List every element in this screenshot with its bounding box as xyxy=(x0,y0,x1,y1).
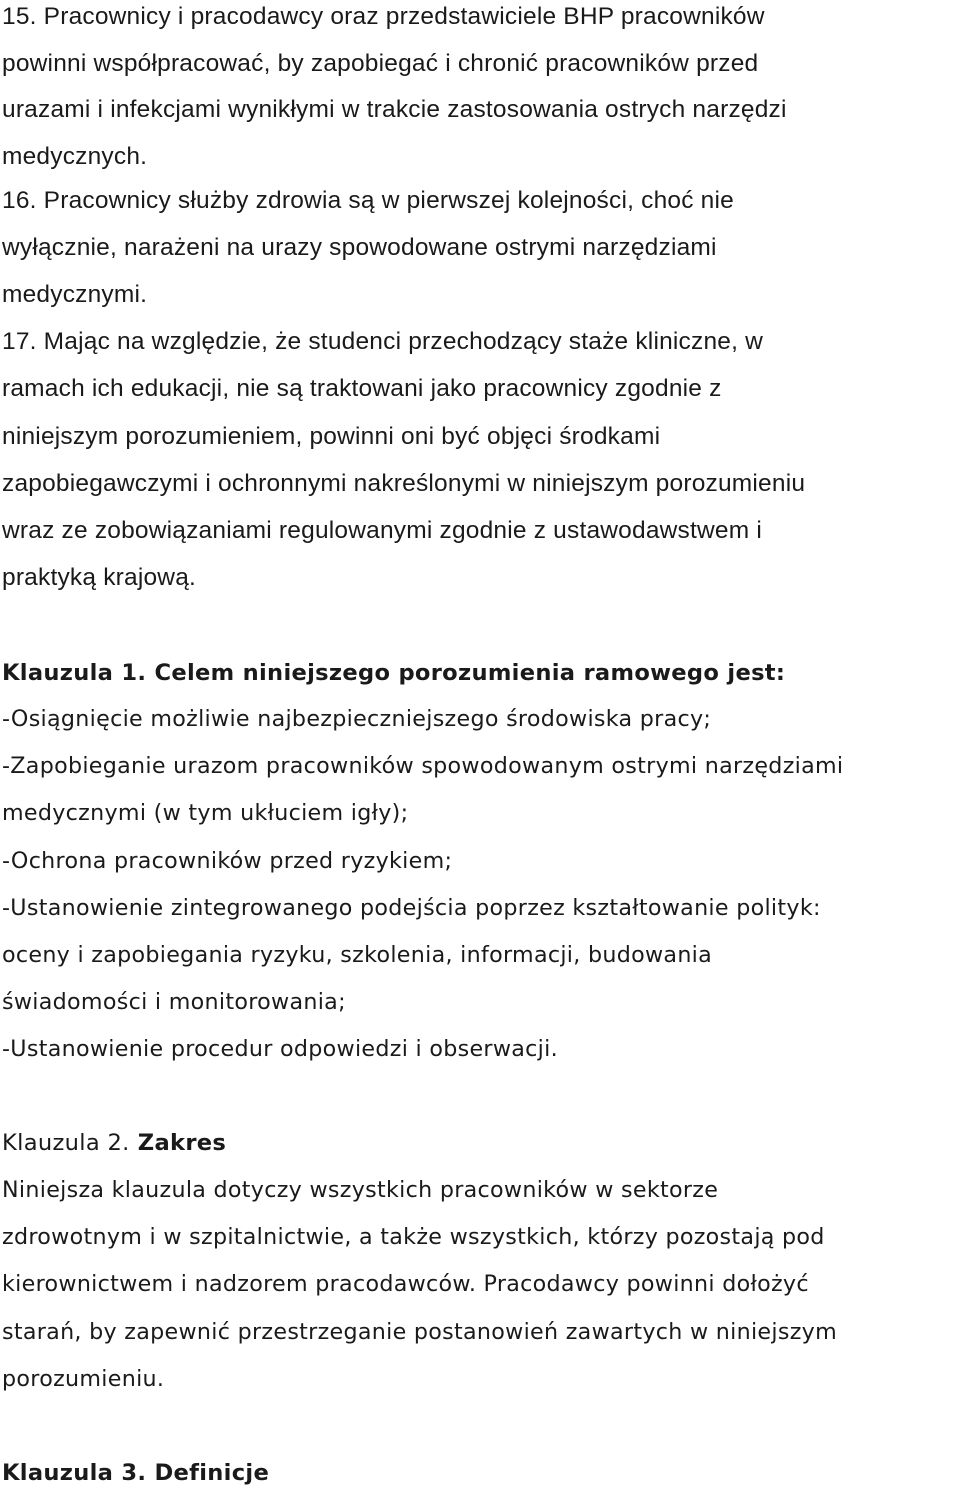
text-line: ramach ich edukacji, nie są traktowani jako pracownicy zgodnie z xyxy=(2,375,722,403)
text-line: Niniejsza klauzula dotyczy wszystkich pracowników w sektorze xyxy=(2,1177,719,1203)
text-line: oceny i zapobiegania ryzyku, szkolenia, informacji, budowania xyxy=(2,942,713,969)
clause-2-title: Zakres xyxy=(129,1130,227,1156)
text-line: medycznymi. xyxy=(2,281,148,308)
text-line: 17. Mając na względzie, że studenci przechodzący staże kliniczne, w xyxy=(2,328,764,355)
text-line: wraz ze zobowiązaniami regulowanymi zgodnie z ustawodawstwem i xyxy=(2,517,762,545)
numbered-paragraph-17 xyxy=(2,318,958,602)
text-line: medycznymi (w tym ukłuciem igły); xyxy=(2,800,409,827)
text-line: 15. Pracownicy i pracodawcy oraz przedstawiciele BHP pracowników xyxy=(2,3,765,30)
text-line: praktyką krajową. xyxy=(2,564,197,592)
text-line: powinni współpracować, by zapobiegać i chronić pracowników przed xyxy=(2,49,759,77)
text-line: -Ustanowienie procedur odpowiedzi i obserwacji. xyxy=(2,1036,558,1063)
text-line: -Zapobieganie urazom pracowników spowodowanym ostrymi narzędziami xyxy=(2,753,844,780)
text-line: niniejszym porozumieniem, powinni oni być objęci środkami xyxy=(2,422,661,450)
text-line: -Ustanowienie zintegrowanego podejścia poprzez kształtowanie polityk: xyxy=(2,894,821,921)
text-line: porozumieniu. xyxy=(2,1365,165,1392)
clause-2-body xyxy=(2,1167,958,1403)
clause-1-body xyxy=(2,696,958,1074)
numbered-paragraph-15 xyxy=(2,0,958,180)
text-line: zapobiegawczymi i ochronnymi nakreślonymi w niniejszym porozumieniu xyxy=(2,469,806,497)
text-line: świadomości i monitorowania; xyxy=(2,989,346,1016)
numbered-paragraph-16 xyxy=(2,177,958,318)
clause-2-heading xyxy=(2,1120,958,1167)
clause-3-label: Klauzula 3. xyxy=(2,1460,147,1486)
text-line: wyłącznie, narażeni na urazy spowodowane ostrymi narzędziami xyxy=(2,234,717,261)
text-line: zdrowotnym i w szpitalnictwie, a także wszystkich, którzy pozostają pod xyxy=(2,1224,825,1251)
clause-1-label: Klauzula 1. xyxy=(2,660,147,686)
text-line: -Osiągnięcie możliwie najbezpieczniejszego środowiska pracy; xyxy=(2,706,712,732)
clause-3-title: Definicje xyxy=(146,1460,270,1486)
clause-1-heading xyxy=(2,650,958,697)
text-line: 16. Pracownicy służby zdrowia są w pierwszej kolejności, choć nie xyxy=(2,187,734,214)
text-line: kierownictwem i nadzorem pracodawców. Pracodawcy powinni dołożyć xyxy=(2,1271,809,1298)
text-line: medycznych. xyxy=(2,142,148,170)
clause-2-label: Klauzula 2. xyxy=(2,1130,130,1156)
text-line: -Ochrona pracowników przed ryzykiem; xyxy=(2,847,453,874)
clause-1-title: Celem niniejszego porozumienia ramowego jest: xyxy=(146,660,786,686)
text-line: starań, by zapewnić przestrzeganie postanowień zawartych w niniejszym xyxy=(2,1318,837,1345)
text-line: urazami i infekcjami wynikłymi w trakcie zastosowania ostrych narzędzi xyxy=(2,96,787,123)
